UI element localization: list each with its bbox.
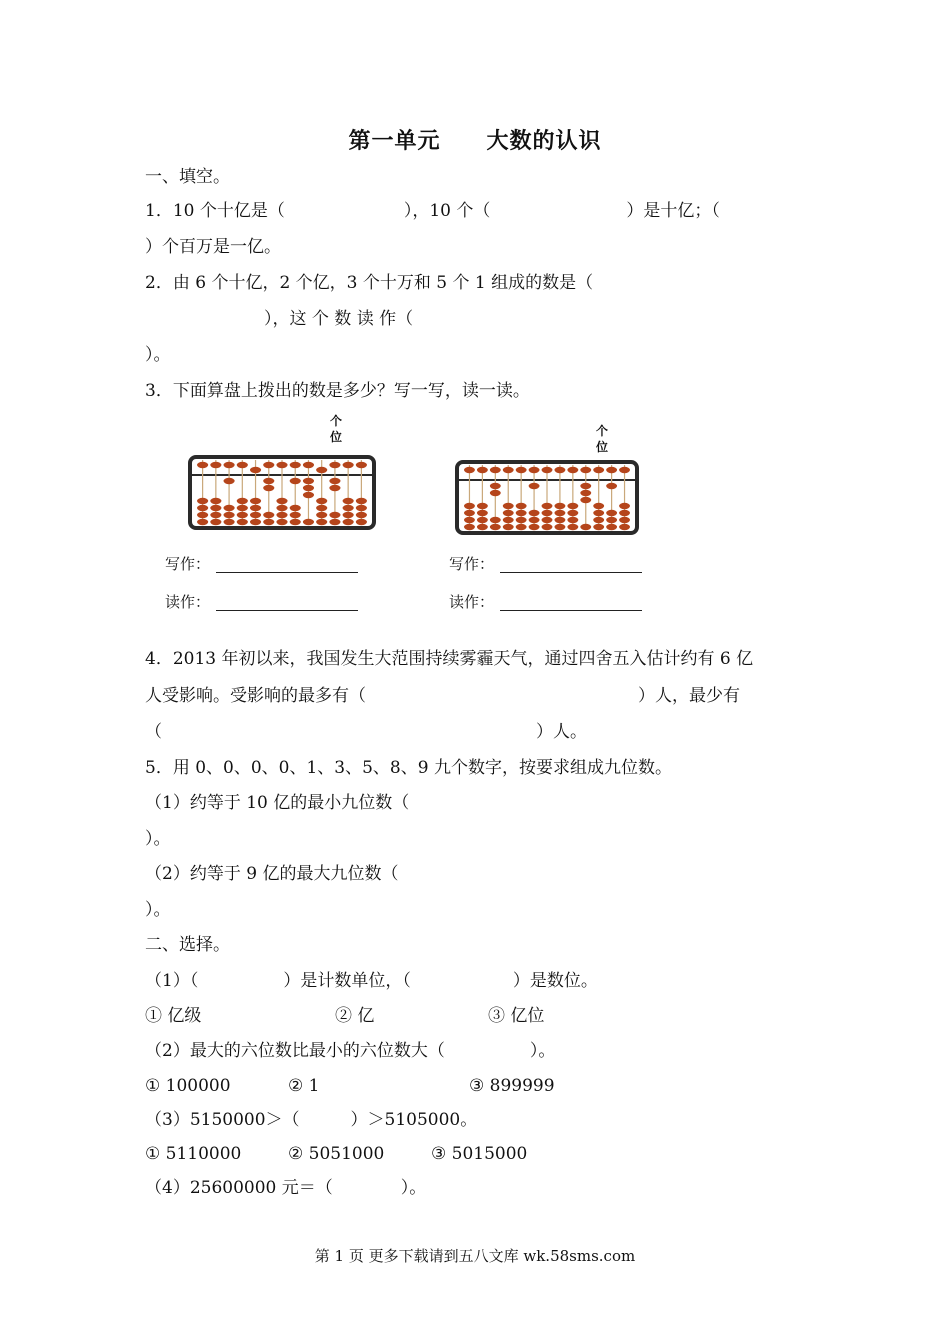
abacus-1-write-blank[interactable] xyxy=(216,556,358,573)
abacus-drawing xyxy=(190,457,374,528)
abacus-1-read-label: 读作： xyxy=(165,593,211,611)
q2-line-1: 2．由 6 个十亿，2 个亿，3 个十万和 5 个 1 组成的数是（ xyxy=(145,273,594,293)
q2-line-2: ），这 个 数 读 作（ xyxy=(145,309,414,329)
choice-3-option-1[interactable]: ① 5110000 xyxy=(145,1144,242,1164)
abacus-drawing xyxy=(457,462,637,533)
choice-1-option-1[interactable]: ① 亿级 xyxy=(145,1006,202,1026)
q5-1-line-1: （1）约等于 10 亿的最小九位数（ xyxy=(145,793,410,813)
q5-2-line-2: ）。 xyxy=(145,900,171,920)
choice-1-question: （1）（ ）是计数单位，（ ）是数位。 xyxy=(145,971,598,991)
abacus-1 xyxy=(188,455,376,530)
page-footer: 第 1 页 更多下载请到五八文库 wk.58sms.com xyxy=(314,1247,636,1265)
abacus-2-write-blank[interactable] xyxy=(500,556,642,573)
q5-text: 5．用 0、0、0、0、1、3、5、8、9 九个数字，按要求组成九位数。 xyxy=(145,758,672,778)
choice-3-option-3[interactable]: ③ 5015000 xyxy=(431,1144,528,1164)
choice-2-option-1[interactable]: ① 100000 xyxy=(145,1076,231,1096)
abacus-2-write-label: 写作： xyxy=(449,555,495,573)
q5-2-line-1: （2）约等于 9 亿的最大九位数（ xyxy=(145,864,399,884)
abacus-2-label-bottom: 位 xyxy=(596,440,609,454)
choice-1-option-3[interactable]: ③ 亿位 xyxy=(488,1006,545,1026)
abacus-1-write-label: 写作： xyxy=(165,555,211,573)
choice-3-option-2[interactable]: ② 5051000 xyxy=(288,1144,385,1164)
section-1-heading: 一、填空。 xyxy=(145,167,230,187)
choice-3-question: （3）5150000＞（ ）＞5105000。 xyxy=(145,1110,478,1130)
page-title: 第一单元 大数的认识 xyxy=(348,129,602,154)
choice-2-option-3[interactable]: ③ 899999 xyxy=(469,1076,555,1096)
abacus-2-read-blank[interactable] xyxy=(500,594,642,611)
abacus-1-label-bottom: 位 xyxy=(330,430,343,444)
q4-line-1: 4．2013 年初以来，我国发生大范围持续雾霾天气，通过四舍五入估计约有 6 亿 xyxy=(145,649,754,669)
q4-line-2: 人受影响。受影响的最多有（ ）人，最少有 xyxy=(145,686,740,706)
choice-2-question: （2）最大的六位数比最小的六位数大（ ）。 xyxy=(145,1041,556,1061)
q3-text: 3．下面算盘上拨出的数是多少？写一写，读一读。 xyxy=(145,381,530,401)
abacus-1-read-blank[interactable] xyxy=(216,594,358,611)
choice-2-option-2[interactable]: ② 1 xyxy=(288,1076,320,1096)
abacus-2-read-label: 读作： xyxy=(449,593,495,611)
abacus-2 xyxy=(455,460,639,535)
abacus-2-label-top: 个 xyxy=(596,424,609,438)
q1-line-1: 1．10 个十亿是（ ），10 个（ ）是十亿；（ xyxy=(145,201,720,221)
choice-1-option-2[interactable]: ② 亿 xyxy=(335,1006,375,1026)
q2-line-3: ）。 xyxy=(145,345,171,365)
section-2-heading: 二、选择。 xyxy=(145,935,230,955)
abacus-1-label-top: 个 xyxy=(330,414,343,428)
q1-line-2: ）个百万是一亿。 xyxy=(145,237,281,257)
q5-1-line-2: ）。 xyxy=(145,829,171,849)
q4-line-3: （ ）人。 xyxy=(145,722,587,742)
choice-4-question: （4）25600000 元＝（ ）。 xyxy=(145,1178,427,1198)
